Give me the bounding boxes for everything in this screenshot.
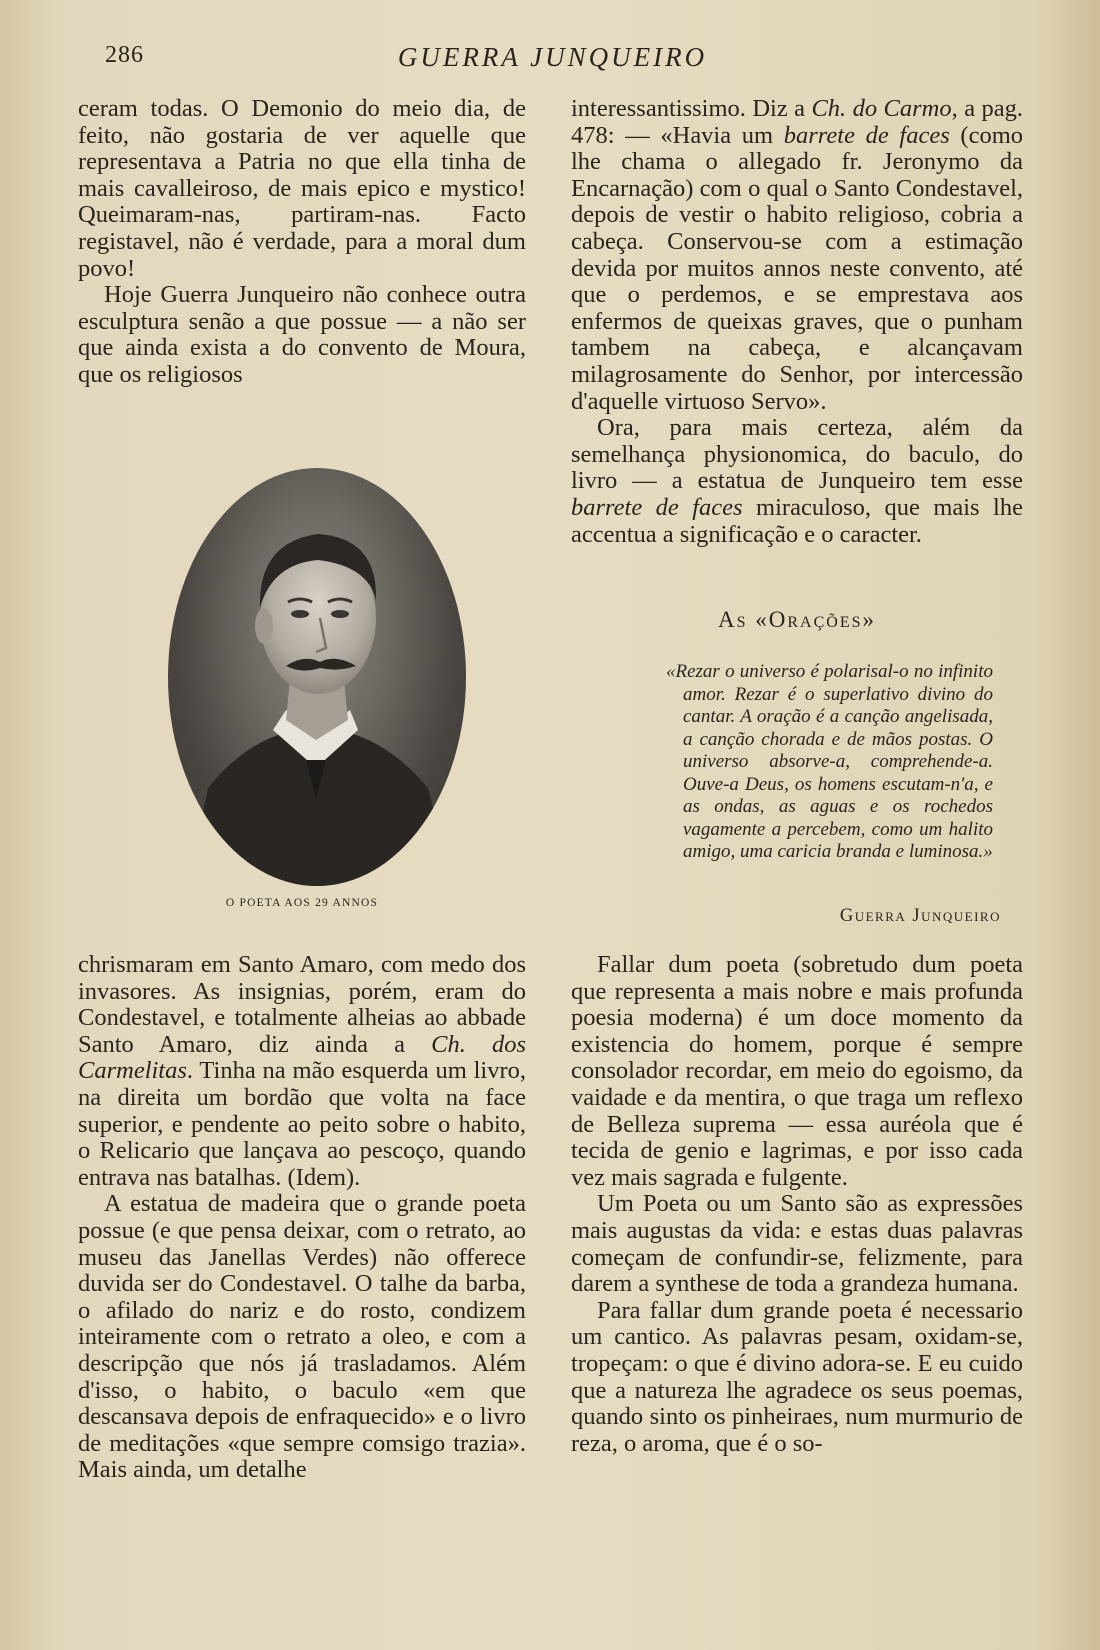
italic-term: barrete de faces: [571, 493, 743, 521]
portrait-illustration: [168, 468, 466, 886]
left-column-bottom: [78, 952, 526, 1484]
italic-title: Ch. dos Carmelitas: [78, 1030, 526, 1085]
right-column-top: [571, 96, 1023, 548]
epigraph: [666, 661, 993, 864]
section-heading: [571, 607, 1023, 633]
epigraph-author: Guerra Junqueiro: [839, 906, 1001, 926]
paragraph: Hoje Guerra Junqueiro não conhece outra esculptura senão a que possue — a não ser que ainda exista a do convento de Moura, que os religiosos: [78, 281, 526, 388]
text-run: . Tinha na mão esquerda um livro, na direita um bordão que volta na face superior, e pendente ao peito sobre o habito, o Relicario que lançava ao pescoço, quando entrava nas batalhas. (Idem).: [78, 1057, 526, 1191]
text-run: (como lhe chama o allegado fr. Jeronymo da Encarnação) com o qual o Santo Condestavel, depois de vestir o habito religioso, cobria a cabeça. Conservou-se com a estimação devida por muitos annos neste convento, até que o perdemos, e se emprestava aos enfermos de queixas graves, que o punham tambem na cabeça, e alcançavam milagrosamente do Senhor, por intercessão d'aquelle virtuoso Servo».: [571, 121, 1023, 415]
paragraph: Para fallar dum grande poeta é necessario um cantico. As palavras pesam, oxidam-se, tropeçam: o que é divino adora-se. E eu cuido que a natureza lhe agradece os seus poemas, quando sinto os pinheiraes, num murmurio de reza, o aroma, que é o so-: [571, 1296, 1023, 1457]
italic-term: barrete de faces: [783, 121, 950, 149]
paragraph: Um Poeta ou um Santo são as expressões mais augustas da vida: e estas duas palavras começam de confundir-se, felizmente, para darem a synthese de toda a grandeza humana.: [571, 1190, 1023, 1298]
italic-title: Ch. do Carmo: [811, 95, 952, 122]
text-run: , a pag. 478: — «Havia um: [571, 95, 1023, 149]
poet-portrait: [168, 468, 466, 886]
epigraph-text: «Rezar o universo é polarisal-o no infinito amor. Rezar é o superlativo divino do cantar. A oração é a canção angelisada, a canção chorada e de mãos postas. O universo absorve-a, comprehende-a. Ouve-a Deus, os homens escutam-n'a, e as ondas, as aguas e os rochedos vagamente a percebem, como um halito amigo, uma caricia branda e luminosa.»: [666, 661, 993, 862]
paragraph: A estatua de madeira que o grande poeta possue (e que pensa deixar, com o retrato, ao museu das Janellas Verdes) não offerece duvida ser do Condestavel. O talhe da barba, o afilado do nariz e do rosto, condizem inteiramente com o retrato a oleo, e com a descripção que nós já trasladamos. Além d'isso, o habito, o baculo «em que descansava depois de enfraquecido» e o livro de meditações «que sempre comsigo trazia». Mais ainda, um detalhe: [78, 1190, 526, 1484]
page-number: 286: [105, 42, 144, 68]
paragraph: [78, 952, 526, 1191]
right-column-bottom: [571, 952, 1023, 1457]
page-header: [105, 42, 1000, 78]
paragraph: Fallar dum poeta (sobretudo dum poeta que representa a mais nobre e mais profunda poesia moderna) é um doce momento da existencia do homem, porque é sempre consolador recordar, em meio do egoismo, da vaidade e da mentira, o que traga um reflexo de Belleza suprema — essa auréola que é tecida de genio e lagrimas, e por isso cada vez mais sagrada e fulgente.: [571, 951, 1023, 1191]
section-heading-text: As «Orações»: [718, 607, 876, 632]
text-run: Ora, para mais certeza, além da semelhança physionomica, do baculo, do livro — a estatua de Junqueiro tem esse: [571, 414, 1023, 495]
left-column-top: [78, 96, 526, 389]
text-run: chrismaram em Santo Amaro, com medo dos invasores. As insignias, porém, eram do Condestavel, e totalmente alheias ao abbade Santo Amaro, diz ainda a: [78, 951, 526, 1058]
text-run: miraculoso, que mais lhe accentua a significação e o caracter.: [571, 493, 1023, 548]
text-run: interessantissimo. Diz a: [571, 95, 812, 122]
paragraph: [571, 96, 1023, 415]
running-title: GUERRA JUNQUEIRO: [397, 42, 708, 72]
paragraph: [571, 415, 1023, 548]
paragraph: ceram todas. O Demonio do meio dia, de feito, não gostaria de ver aquelle que representava a Patria no que ella tinha de mais cavalleiroso, de mais epico e mystico! Queimaram-nas, partiram-nas. Facto registavel, não é verdade, para a moral dum povo!: [78, 95, 526, 282]
portrait-caption: O POETA AOS 29 ANNOS: [225, 897, 379, 909]
